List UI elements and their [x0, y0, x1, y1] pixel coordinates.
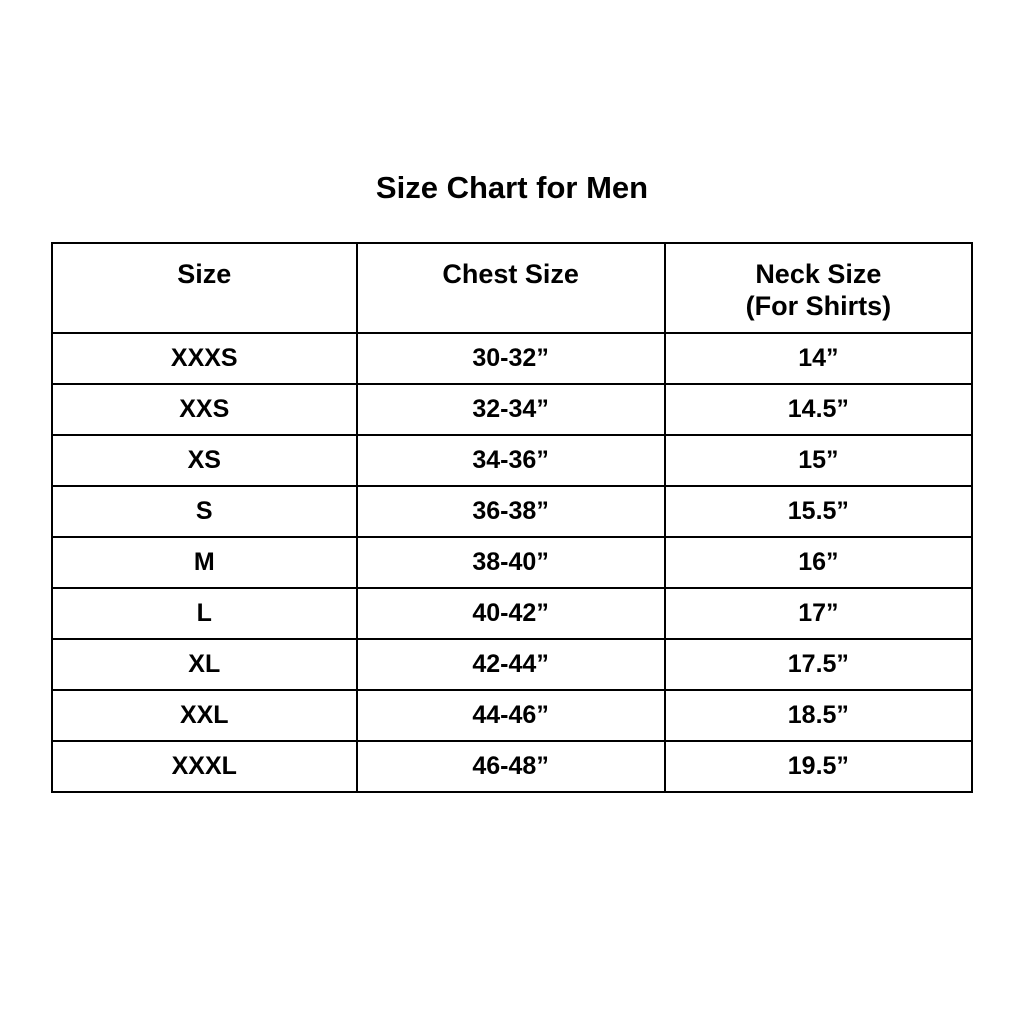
table-cell: 17.5”	[665, 639, 972, 690]
table-cell: 15”	[665, 435, 972, 486]
column-header-label: Size	[177, 259, 232, 289]
table-cell: 14.5”	[665, 384, 972, 435]
table-cell: 36-38”	[357, 486, 665, 537]
table-row	[52, 486, 972, 537]
table-cell: XXXS	[52, 333, 357, 384]
column-header-size	[52, 243, 357, 333]
column-header-sublabel: (For Shirts)	[745, 291, 892, 321]
table-cell: L	[52, 588, 357, 639]
table-cell: S	[52, 486, 357, 537]
table-cell: 17”	[665, 588, 972, 639]
table-row	[52, 588, 972, 639]
table-cell: XS	[52, 435, 357, 486]
column-header-neck-size	[665, 243, 972, 333]
table-cell: 34-36”	[357, 435, 665, 486]
size-chart-table	[51, 242, 973, 793]
table-cell: 46-48”	[357, 741, 665, 792]
table-cell: XXS	[52, 384, 357, 435]
table-cell: 18.5”	[665, 690, 972, 741]
table-row	[52, 639, 972, 690]
table-row	[52, 537, 972, 588]
column-header-chest-size	[357, 243, 665, 333]
table-cell: 38-40”	[357, 537, 665, 588]
table-row	[52, 333, 972, 384]
table-row	[52, 435, 972, 486]
column-header-label: Chest Size	[442, 259, 579, 289]
table-cell: 14”	[665, 333, 972, 384]
table-cell: 30-32”	[357, 333, 665, 384]
table-cell: 44-46”	[357, 690, 665, 741]
table-cell: M	[52, 537, 357, 588]
page-title: Size Chart for Men	[375, 170, 649, 205]
table-cell: XXXL	[52, 741, 357, 792]
table-row	[52, 384, 972, 435]
table-cell: 16”	[665, 537, 972, 588]
table-cell: 32-34”	[357, 384, 665, 435]
table-row	[52, 741, 972, 792]
table-cell: 42-44”	[357, 639, 665, 690]
table-cell: 19.5”	[665, 741, 972, 792]
table-body	[52, 333, 972, 792]
column-header-label: Neck Size	[755, 259, 882, 289]
table-cell: 15.5”	[665, 486, 972, 537]
table-cell: XXL	[52, 690, 357, 741]
table-cell: XL	[52, 639, 357, 690]
table-cell: 40-42”	[357, 588, 665, 639]
table-header-row	[52, 243, 972, 333]
table-row	[52, 690, 972, 741]
